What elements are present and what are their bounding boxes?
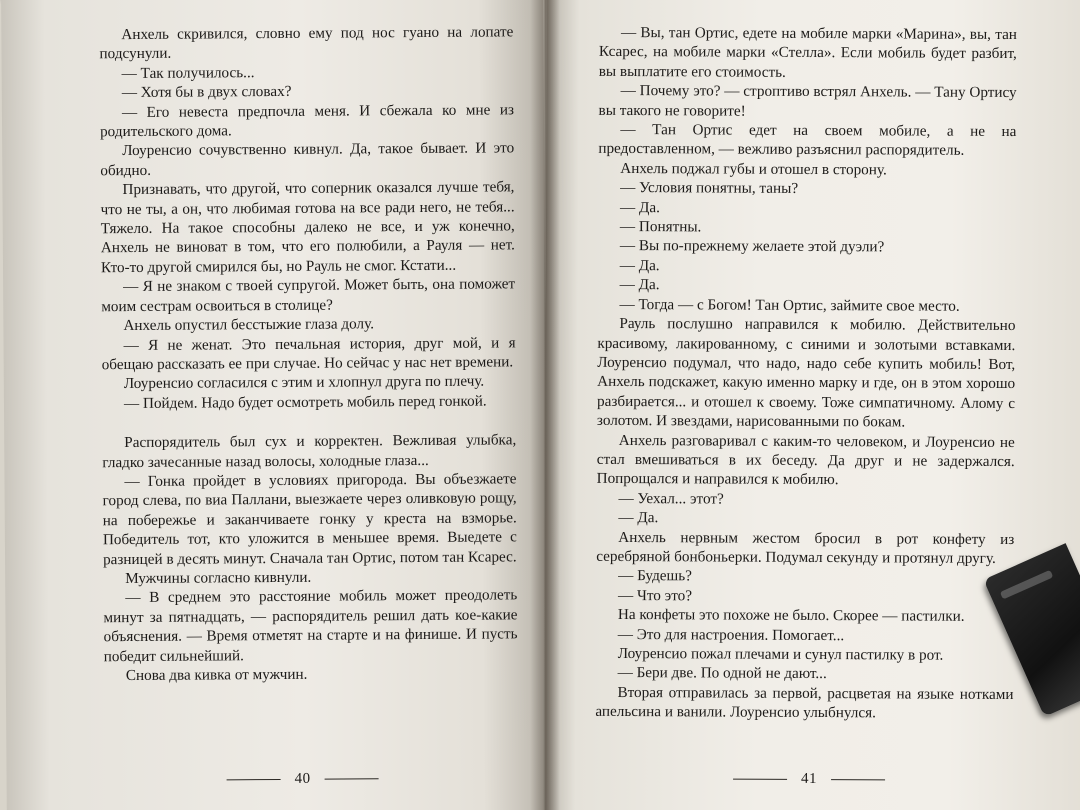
paragraph: — Понятны. xyxy=(619,218,702,236)
paragraph: — Я не знаком с твоей супругой. Может быть, она поможет моим сестрам освоиться в столице? xyxy=(101,275,516,315)
paragraph: — Да. xyxy=(620,198,660,216)
right-page-text xyxy=(595,23,1017,724)
paragraph: — Что это? xyxy=(617,586,693,605)
paragraph: Рауль послушно направился к мобилю. Действительно красивому, лакированному, с синими и золотыми вставками. Лоуренсио подумал, что надо, надо себе купить мобиль! Вот, Анхель подскажет, какую именно марку и где, он в этом хорошо разбирается... и отошел к своему. Тоже симпатичному. Алому с золотом. И звездами, нарисованными по бокам. xyxy=(596,315,1016,431)
folio-rule xyxy=(227,779,281,780)
paragraph: Мужчины согласно кивнули. xyxy=(125,568,312,588)
paragraph: Снова два кивка от мужчин. xyxy=(125,665,308,685)
paragraph: Вторая отправилась за первой, расцветая на языке нотками апельсина и ванили. Лоуренсио улыбнулся. xyxy=(595,683,1014,722)
page-number-text: 40 xyxy=(294,770,311,787)
paragraph: Лоуренсио сочувственно кивнул. Да, такое бывает. И это обидно. xyxy=(100,139,515,180)
paragraph: — В среднем это расстояние мобиль может преодолеть минут за пятнадцать, — распорядитель решил дать кое-какие объяснения. — Время отметят на старте и на финише. И пусть победит сильнейший. xyxy=(103,586,518,665)
paragraph: — Так получилось... xyxy=(121,63,255,82)
paragraph: На конфеты это похоже не было. Скорее — пастилки. xyxy=(617,606,965,625)
left-page xyxy=(1,0,549,810)
paragraph: Лоуренсио пожал плечами и сунул пастилку в рот. xyxy=(617,644,944,664)
paragraph: — Вы по-прежнему желаете этой дуэли? xyxy=(619,237,885,256)
paragraph: Анхель скривился, словно ему под нос гуано на лопате подсунули. xyxy=(99,23,514,63)
paragraph: — Уехал... этот? xyxy=(618,489,724,508)
right-page xyxy=(543,0,1080,810)
paragraph: — Хотя бы в двух словах? xyxy=(121,83,292,102)
paragraph: Лоуренсио согласился с этим и хлопнул друга по плечу. xyxy=(123,372,485,393)
right-page-number xyxy=(709,769,909,789)
paragraph: — Да. xyxy=(619,276,660,294)
paragraph: Анхель нервным жестом бросил в рот конфету из серебряной бонбоньерки. Подумал секунду и протянул другу. xyxy=(596,528,1015,567)
paragraph: — Да. xyxy=(618,509,659,527)
paragraph: — Почему это? — строптиво встрял Анхель. — Тану Ортису вы такого не говорите! xyxy=(598,82,1017,120)
paragraph: Распорядитель был сух и корректен. Вежливая улыбка, гладко зачесанные назад волосы, холодные глаза... xyxy=(102,431,517,471)
paragraph: — Тан Ортис едет на своем мобиле, а не на предоставленном, — вежливо разъяснил распорядитель. xyxy=(598,121,1017,160)
paragraph: — Я не женат. Это печальная история, друг мой, и я обещаю рассказать ее при случае. Но сейчас у нас нет времени. xyxy=(101,333,516,374)
folio-rule xyxy=(733,779,787,780)
paragraph: — Бери две. По одной не дают... xyxy=(617,664,827,683)
paragraph: — Пойдем. Надо будет осмотреть мобиль перед гонкой. xyxy=(123,392,487,412)
paragraph: Анхель поджал губы и отошел в сторону. xyxy=(620,159,887,179)
paragraph: — Да. xyxy=(619,256,660,275)
left-page-text xyxy=(99,22,518,685)
paragraph: Анхель опустил бесстыжие глаза долу. xyxy=(123,315,375,335)
paragraph: — Гонка пройдет в условиях пригорода. Вы объезжаете город слева, по виа Паллани, выезжаете через оливковую рощу, на побережье и заканчиваете гонку у креста на взморье. Победитель тот, кто уложится в меньшее время. Выедете с разницей в десять минут. Сначала тан Ортис, потом тан Ксарес. xyxy=(102,470,517,568)
page-number-text: 41 xyxy=(801,770,818,788)
paragraph: — Условия понятны, таны? xyxy=(620,179,799,198)
paragraph: — Тогда — с Богом! Тан Ортис, займите свое место. xyxy=(619,295,960,315)
paragraph: Признавать, что другой, что соперник оказался лучше тебя, что не ты, а он, что любимая готова на все ради него, не тебя... Тяжело. На такое способны далеко не все, и уж конечно, Анхель не виноват в том, что его полюбили, а Рауля — нет. Кто-то другой смирился бы, но Рауль не смог. Кстати... xyxy=(100,178,515,277)
paragraph: — Будешь? xyxy=(618,567,692,585)
paragraph: Анхель разговаривал с каким-то человеком, и Лоуренсио не стал вмешиваться в их беседу. Да друг и не задержался. Попрощался и направился к мобилю. xyxy=(596,431,1015,489)
folio-rule xyxy=(831,779,885,780)
folio-rule xyxy=(325,778,379,779)
left-page-number xyxy=(203,769,403,790)
paragraph: — Это для настроения. Помогает... xyxy=(617,625,845,644)
paragraph: — Вы, тан Ортис, едете на мобиле марки «Марина», вы, тан Ксарес, на мобиле марки «Стелла». Если мобиль будет разбит, вы выплатите его стоимость. xyxy=(598,23,1018,81)
paragraph: — Его невеста предпочла меня. И сбежала ко мне из родительского дома. xyxy=(100,100,514,141)
